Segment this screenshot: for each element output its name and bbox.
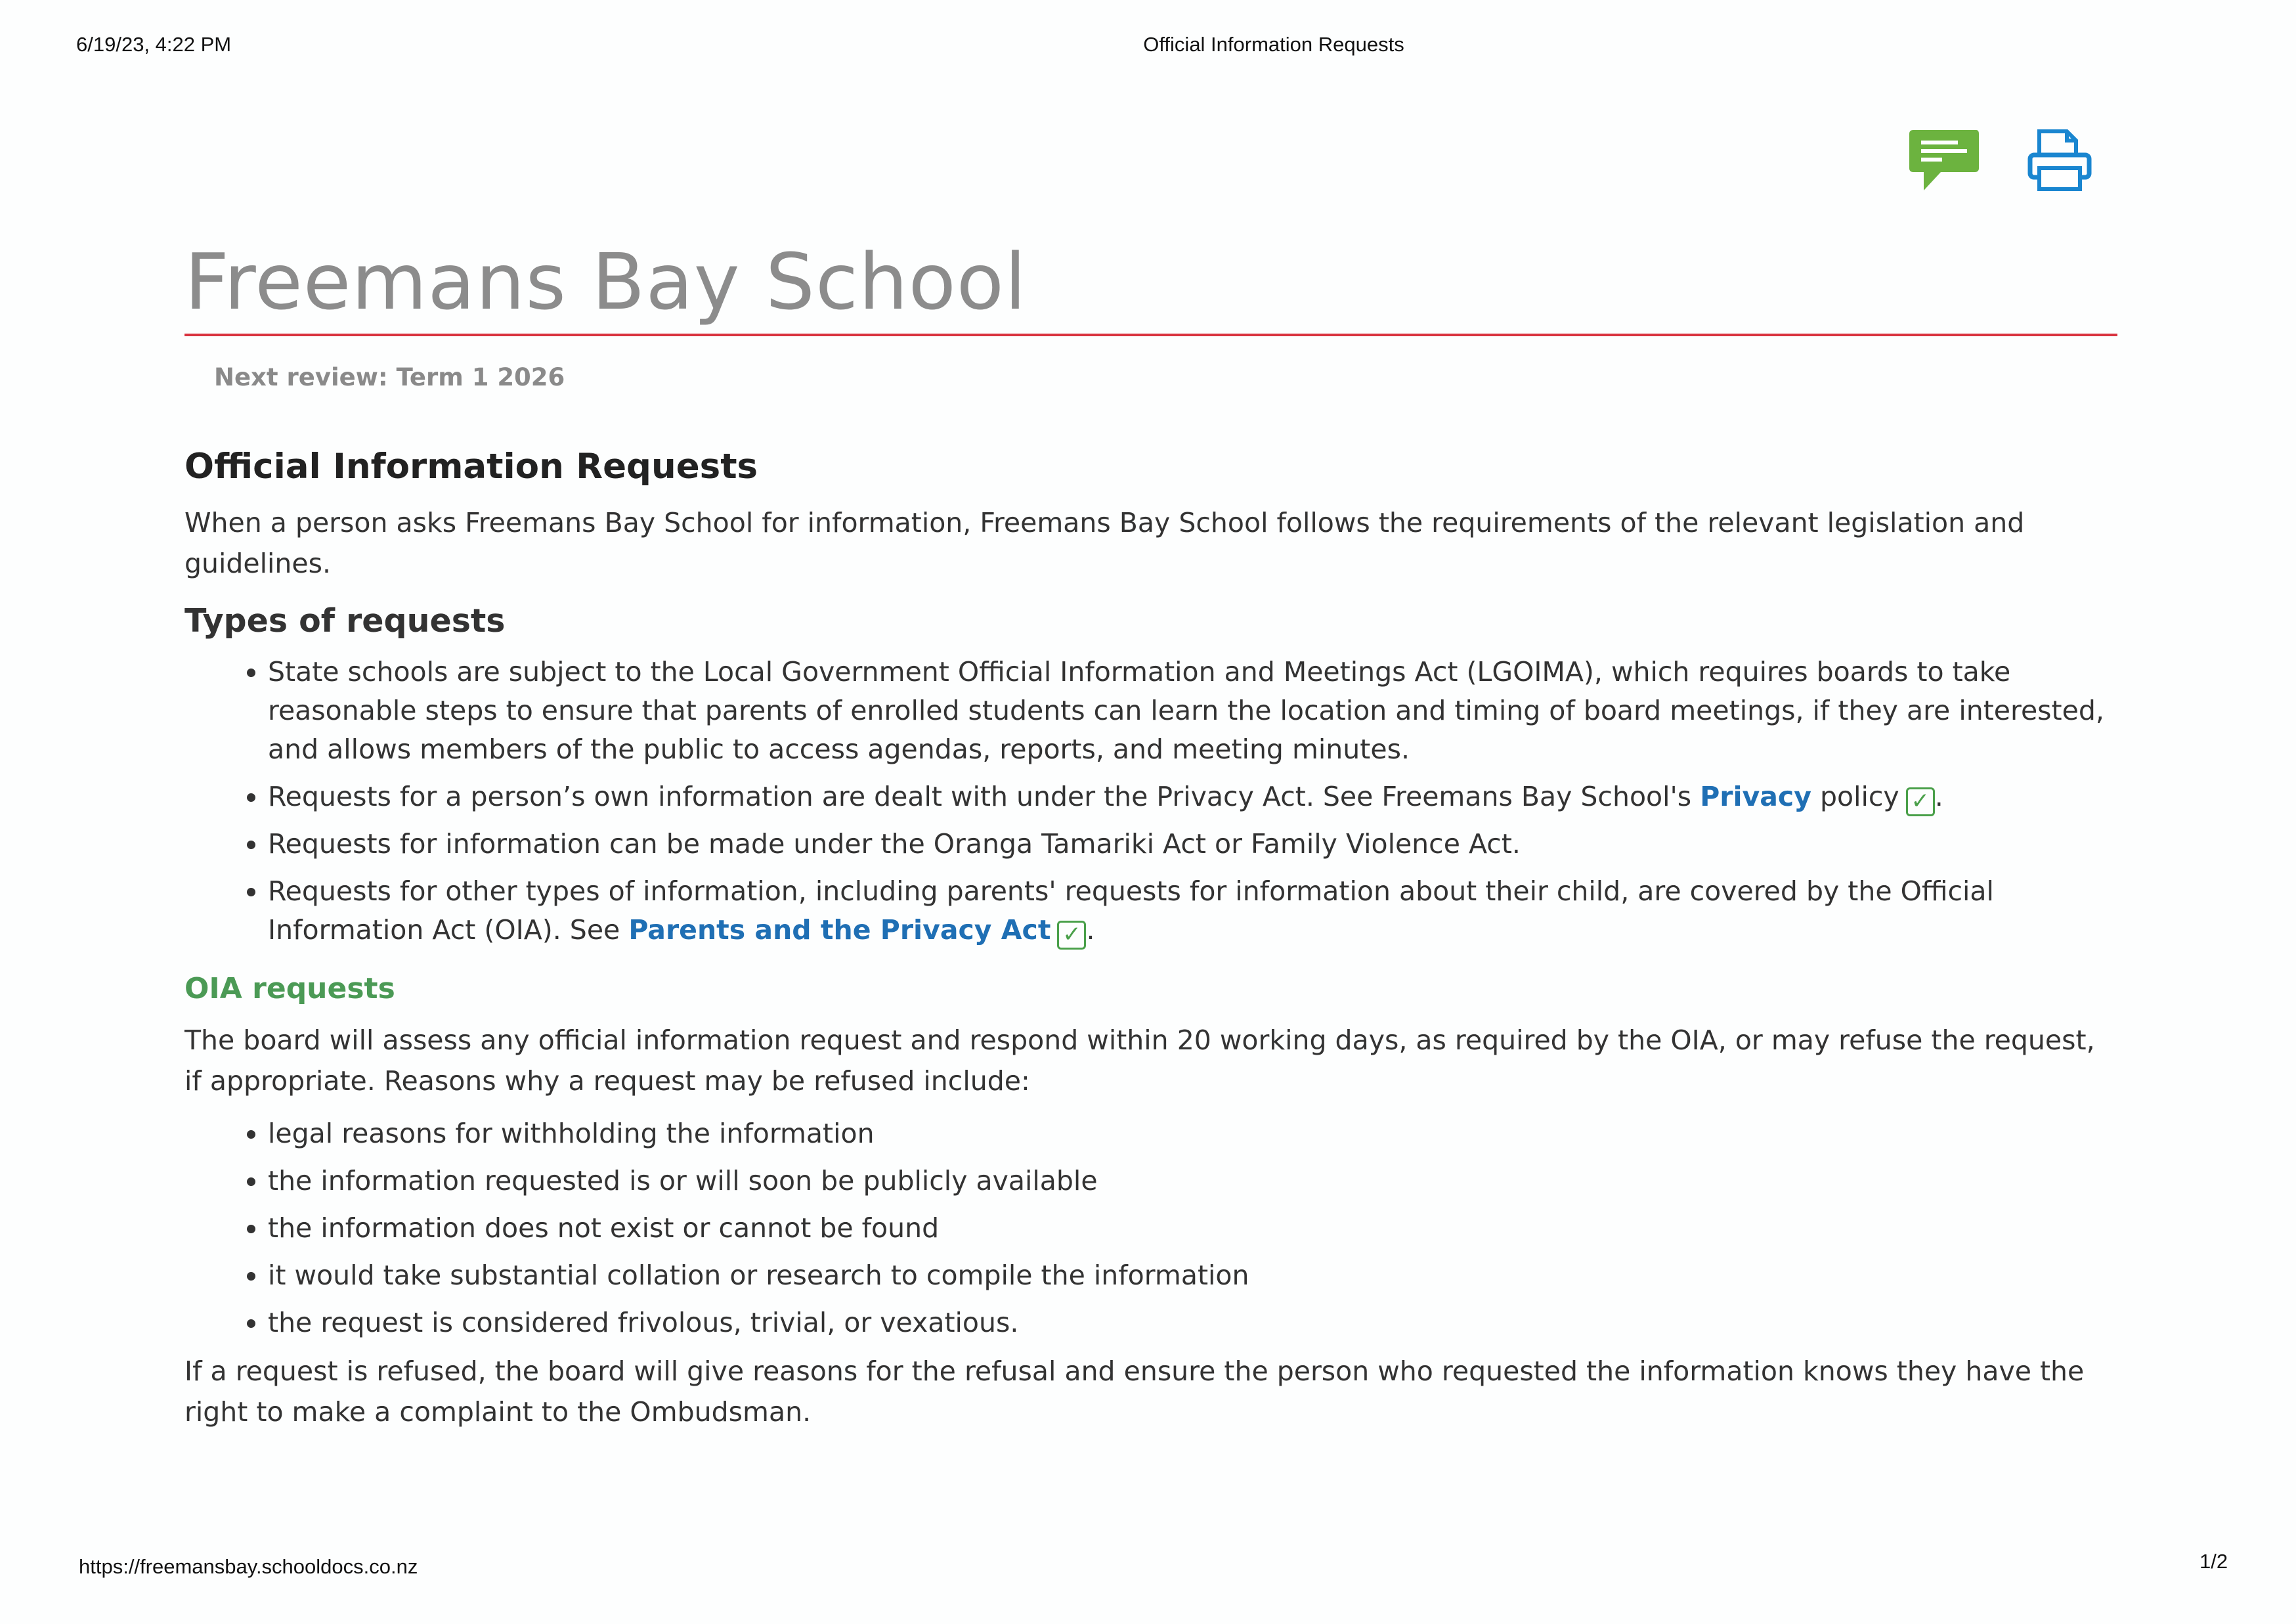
oia-heading: OIA requests xyxy=(184,972,395,1005)
list-item: • the request is considered frivolous, trivial, or vexatious. xyxy=(268,1304,2108,1342)
page-heading: Official Information Requests xyxy=(184,447,758,487)
speech-bubble-icon xyxy=(1908,129,1980,192)
title-divider xyxy=(184,334,2117,336)
item-text: policy xyxy=(1811,781,1899,812)
checkbox-icon[interactable]: ✓ xyxy=(1906,787,1935,816)
print-page-title: Official Information Requests xyxy=(1143,33,1404,56)
intro-paragraph: When a person asks Freemans Bay School for information, Freemans Bay School follows the requirements of the relevant legislation and guidelines. xyxy=(184,507,2025,579)
policy-content xyxy=(184,447,2108,1432)
footer-url: https://freemansbay.schooldocs.co.nz xyxy=(79,1555,418,1578)
list-item xyxy=(268,872,2108,950)
comment-button[interactable] xyxy=(1908,129,1980,195)
oia-intro: The board will assess any official information request and respond within 20 working days, as required by the OIA, or may refuse the request, if appropriate. Reasons why a request may be refused include: xyxy=(184,1024,2095,1097)
print-button[interactable] xyxy=(2027,129,2092,195)
print-datetime: 6/19/23, 4:22 PM xyxy=(76,33,232,56)
types-heading: Types of requests xyxy=(184,602,506,640)
checkbox-icon[interactable]: ✓ xyxy=(1057,921,1086,950)
item-text: Requests for other types of information, including parents' requests for information about their child, are covered by the Official Information Act (OIA). See xyxy=(268,875,1994,946)
types-list xyxy=(184,653,2108,950)
list-item: • Requests for information can be made under the Oranga Tamariki Act or Family Violence Act. xyxy=(268,825,2108,864)
item-text: Requests for a person’s own information are dealt with under the Privacy Act. See Freemans Bay School's xyxy=(268,781,1700,812)
list-item: • the information requested is or will soon be publicly available xyxy=(268,1162,2108,1200)
period: . xyxy=(1086,914,1095,946)
privacy-policy-link[interactable]: Privacy xyxy=(1700,781,1811,812)
list-item: • the information does not exist or cannot be found xyxy=(268,1209,2108,1248)
period: . xyxy=(1934,781,1943,812)
closing-paragraph: If a request is refused, the board will give reasons for the refusal and ensure the person who requested the information knows they have the right to make a complaint to the Ombudsman. xyxy=(184,1355,2085,1428)
list-item: • it would take substantial collation or research to compile the information xyxy=(268,1256,2108,1295)
printer-icon xyxy=(2027,129,2092,192)
page-number: 1/2 xyxy=(2199,1550,2228,1573)
list-item xyxy=(268,778,2108,816)
list-item: • legal reasons for withholding the information xyxy=(268,1114,2108,1153)
parents-privacy-act-link[interactable]: Parents and the Privacy Act xyxy=(628,914,1051,946)
list-item: • State schools are subject to the Local Government Official Information and Meetings Act (LGOIMA), which requires boards to take reasonable steps to ensure that parents of enrolled students can learn the location and timing of board meetings, if they are interested, and allows members of the public to access agendas, reports, and meeting minutes. xyxy=(268,653,2108,769)
next-review: Next review: Term 1 2026 xyxy=(214,363,565,391)
school-name: Freemans Bay School xyxy=(184,236,1027,327)
refusal-reasons-list xyxy=(184,1114,2108,1342)
